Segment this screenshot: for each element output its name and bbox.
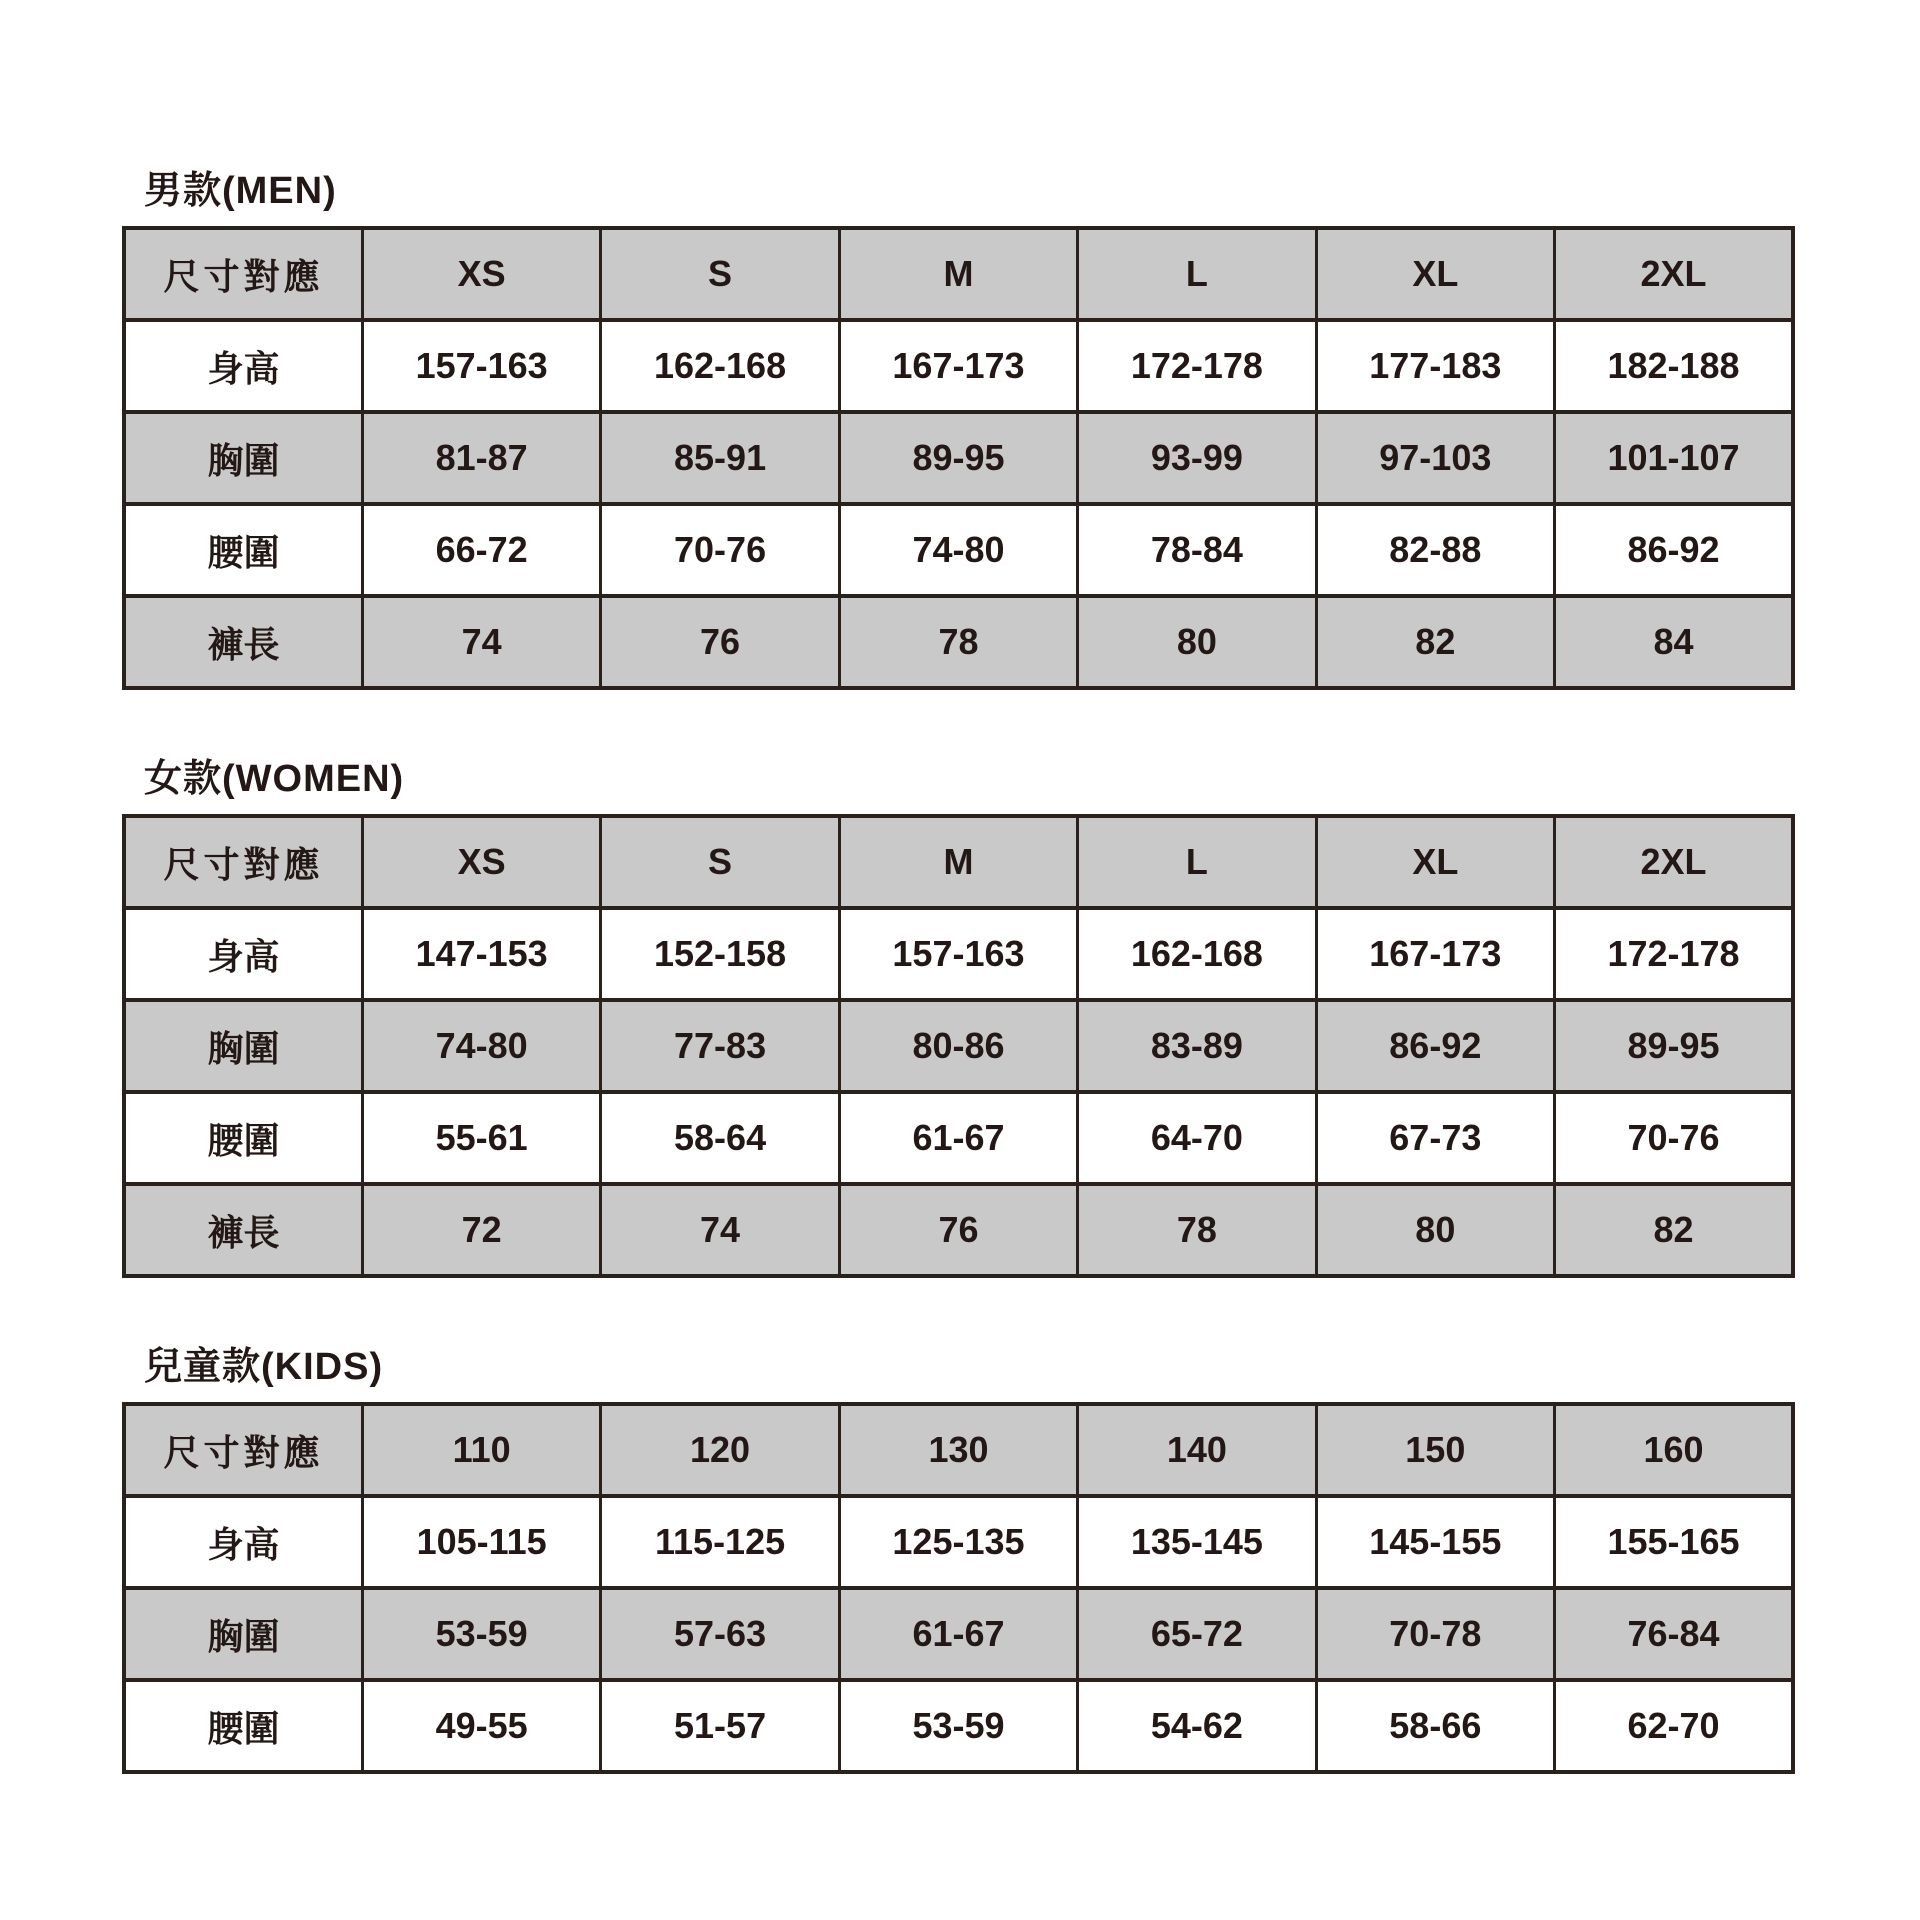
measurement-value-cell: 64-70 <box>1078 1092 1316 1184</box>
table-title-women: 女款(WOMEN) <box>144 758 405 800</box>
size-header-cell: 2XL <box>1555 228 1793 320</box>
measurement-row <box>124 412 1793 504</box>
measurement-value-cell: 67-73 <box>1316 1092 1554 1184</box>
measurement-value-cell: 125-135 <box>839 1496 1077 1588</box>
size-header-cell: XL <box>1316 816 1554 908</box>
measurement-label-cell: 腰圍 <box>124 1092 362 1184</box>
measurement-row <box>124 908 1793 1000</box>
size-mapping-header-cell: 尺寸對應 <box>124 1404 362 1496</box>
measurement-value-cell: 80 <box>1078 596 1316 688</box>
measurement-value-cell: 115-125 <box>601 1496 839 1588</box>
size-header-cell: 140 <box>1078 1404 1316 1496</box>
measurement-value-cell: 49-55 <box>362 1680 600 1772</box>
size-header-cell: S <box>601 816 839 908</box>
measurement-value-cell: 65-72 <box>1078 1588 1316 1680</box>
measurement-value-cell: 66-72 <box>362 504 600 596</box>
size-header-cell: 120 <box>601 1404 839 1496</box>
size-section-women <box>122 760 1820 1278</box>
size-header-cell: 150 <box>1316 1404 1554 1496</box>
measurement-value-cell: 77-83 <box>601 1000 839 1092</box>
measurement-value-cell: 76 <box>601 596 839 688</box>
measurement-value-cell: 78 <box>839 596 1077 688</box>
measurement-value-cell: 82-88 <box>1316 504 1554 596</box>
measurement-value-cell: 53-59 <box>839 1680 1077 1772</box>
measurement-row <box>124 1000 1793 1092</box>
measurement-value-cell: 182-188 <box>1555 320 1793 412</box>
size-header-cell: S <box>601 228 839 320</box>
measurement-row <box>124 596 1793 688</box>
measurement-label-cell: 身高 <box>124 908 362 1000</box>
measurement-value-cell: 162-168 <box>1078 908 1316 1000</box>
measurement-value-cell: 74-80 <box>362 1000 600 1092</box>
measurement-value-cell: 82 <box>1555 1184 1793 1276</box>
size-header-cell: L <box>1078 228 1316 320</box>
measurement-value-cell: 57-63 <box>601 1588 839 1680</box>
measurement-label-cell: 胸圍 <box>124 1588 362 1680</box>
header-row <box>124 816 1793 908</box>
measurement-value-cell: 157-163 <box>362 320 600 412</box>
measurement-value-cell: 147-153 <box>362 908 600 1000</box>
measurement-value-cell: 85-91 <box>601 412 839 504</box>
size-table-men <box>122 226 1795 690</box>
measurement-value-cell: 78-84 <box>1078 504 1316 596</box>
table-title-men: 男款(MEN) <box>144 170 337 212</box>
measurement-value-cell: 135-145 <box>1078 1496 1316 1588</box>
table-title-kids: 兒童款(KIDS) <box>144 1346 384 1388</box>
measurement-value-cell: 86-92 <box>1555 504 1793 596</box>
size-header-cell: XL <box>1316 228 1554 320</box>
measurement-value-cell: 54-62 <box>1078 1680 1316 1772</box>
measurement-label-cell: 褲長 <box>124 596 362 688</box>
measurement-value-cell: 157-163 <box>839 908 1077 1000</box>
measurement-value-cell: 86-92 <box>1316 1000 1554 1092</box>
measurement-value-cell: 61-67 <box>839 1092 1077 1184</box>
measurement-value-cell: 74 <box>601 1184 839 1276</box>
measurement-value-cell: 76 <box>839 1184 1077 1276</box>
size-table-women <box>122 814 1795 1278</box>
measurement-value-cell: 62-70 <box>1555 1680 1793 1772</box>
header-row <box>124 1404 1793 1496</box>
size-header-cell: XS <box>362 816 600 908</box>
measurement-label-cell: 胸圍 <box>124 1000 362 1092</box>
measurement-value-cell: 145-155 <box>1316 1496 1554 1588</box>
measurement-value-cell: 70-76 <box>601 504 839 596</box>
measurement-value-cell: 76-84 <box>1555 1588 1793 1680</box>
measurement-value-cell: 55-61 <box>362 1092 600 1184</box>
measurement-value-cell: 93-99 <box>1078 412 1316 504</box>
size-section-kids <box>122 1348 1820 1774</box>
size-section-men <box>122 172 1820 690</box>
measurement-label-cell: 身高 <box>124 320 362 412</box>
size-header-cell: L <box>1078 816 1316 908</box>
measurement-value-cell: 89-95 <box>839 412 1077 504</box>
measurement-value-cell: 70-78 <box>1316 1588 1554 1680</box>
measurement-value-cell: 51-57 <box>601 1680 839 1772</box>
measurement-value-cell: 172-178 <box>1078 320 1316 412</box>
measurement-row <box>124 1680 1793 1772</box>
measurement-value-cell: 61-67 <box>839 1588 1077 1680</box>
header-row <box>124 228 1793 320</box>
size-header-cell: 130 <box>839 1404 1077 1496</box>
measurement-row <box>124 320 1793 412</box>
measurement-row <box>124 1496 1793 1588</box>
measurement-value-cell: 80 <box>1316 1184 1554 1276</box>
measurement-label-cell: 腰圍 <box>124 1680 362 1772</box>
measurement-value-cell: 82 <box>1316 596 1554 688</box>
measurement-value-cell: 101-107 <box>1555 412 1793 504</box>
measurement-value-cell: 58-66 <box>1316 1680 1554 1772</box>
measurement-row <box>124 504 1793 596</box>
measurement-value-cell: 72 <box>362 1184 600 1276</box>
measurement-value-cell: 58-64 <box>601 1092 839 1184</box>
measurement-value-cell: 70-76 <box>1555 1092 1793 1184</box>
measurement-value-cell: 83-89 <box>1078 1000 1316 1092</box>
measurement-label-cell: 胸圍 <box>124 412 362 504</box>
size-mapping-header-cell: 尺寸對應 <box>124 816 362 908</box>
measurement-value-cell: 105-115 <box>362 1496 600 1588</box>
size-mapping-header-cell: 尺寸對應 <box>124 228 362 320</box>
size-header-cell: XS <box>362 228 600 320</box>
measurement-value-cell: 177-183 <box>1316 320 1554 412</box>
size-header-cell: M <box>839 816 1077 908</box>
measurement-value-cell: 78 <box>1078 1184 1316 1276</box>
measurement-value-cell: 81-87 <box>362 412 600 504</box>
measurement-value-cell: 162-168 <box>601 320 839 412</box>
measurement-row <box>124 1184 1793 1276</box>
measurement-label-cell: 褲長 <box>124 1184 362 1276</box>
measurement-value-cell: 89-95 <box>1555 1000 1793 1092</box>
measurement-label-cell: 身高 <box>124 1496 362 1588</box>
size-header-cell: M <box>839 228 1077 320</box>
measurement-value-cell: 155-165 <box>1555 1496 1793 1588</box>
size-table-kids <box>122 1402 1795 1774</box>
measurement-row <box>124 1092 1793 1184</box>
measurement-value-cell: 74 <box>362 596 600 688</box>
measurement-value-cell: 167-173 <box>839 320 1077 412</box>
measurement-value-cell: 84 <box>1555 596 1793 688</box>
measurement-value-cell: 172-178 <box>1555 908 1793 1000</box>
size-header-cell: 2XL <box>1555 816 1793 908</box>
measurement-value-cell: 97-103 <box>1316 412 1554 504</box>
measurement-label-cell: 腰圍 <box>124 504 362 596</box>
measurement-value-cell: 74-80 <box>839 504 1077 596</box>
measurement-row <box>124 1588 1793 1680</box>
measurement-value-cell: 53-59 <box>362 1588 600 1680</box>
measurement-value-cell: 167-173 <box>1316 908 1554 1000</box>
size-header-cell: 160 <box>1555 1404 1793 1496</box>
measurement-value-cell: 80-86 <box>839 1000 1077 1092</box>
measurement-value-cell: 152-158 <box>601 908 839 1000</box>
size-header-cell: 110 <box>362 1404 600 1496</box>
